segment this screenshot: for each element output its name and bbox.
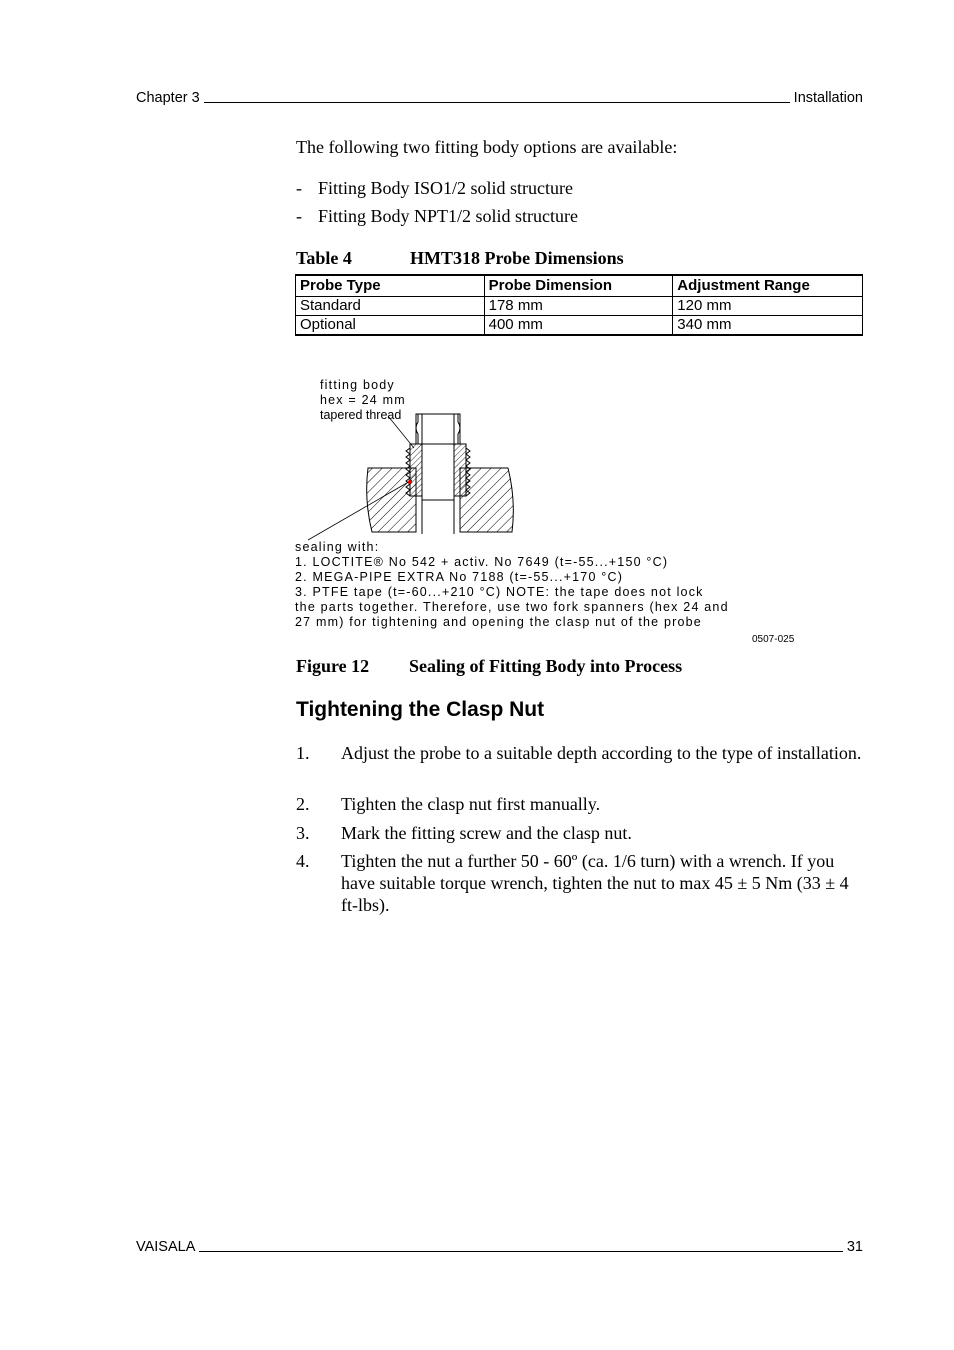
- step-text: Mark the fitting screw and the clasp nut.: [341, 823, 632, 843]
- table-caption-title: HMT318 Probe Dimensions: [410, 248, 624, 268]
- label-sealing-1: 1. LOCTITE® No 542 + activ. No 7649 (t=-55...+150 °C): [295, 555, 669, 569]
- table-row: [296, 297, 863, 316]
- table-row: [296, 316, 863, 336]
- table-caption-number: Table 4: [296, 248, 352, 268]
- label-sealing-3: 3. PTFE tape (t=-60...+210 °C) NOTE: the tape does not lock: [295, 585, 704, 599]
- step-number: 4.: [296, 851, 310, 871]
- fitting-body-figure: [290, 372, 810, 652]
- figure-caption-number: Figure 12: [296, 656, 370, 676]
- option-item: - Fitting Body ISO1/2 solid structure: [296, 178, 574, 198]
- option-text: Fitting Body ISO1/2 solid structure: [318, 178, 574, 198]
- label-sealing-2: 2. MEGA-PIPE EXTRA No 7188 (t=-55...+170 °C): [295, 570, 624, 584]
- table-cell: 120 mm: [673, 297, 863, 316]
- step-text: Adjust the probe to a suitable depth according to the type of installation.: [341, 743, 862, 763]
- page-footer: [136, 1239, 863, 1255]
- header-rule: [204, 102, 790, 103]
- page-header: [136, 90, 863, 106]
- step-text: Tighten the clasp nut first manually.: [341, 794, 601, 814]
- table-cell: 340 mm: [673, 316, 863, 336]
- footer-rule: [199, 1251, 842, 1252]
- probe-dimensions-table: [295, 274, 863, 336]
- label-fitting-body: fitting body: [320, 378, 395, 392]
- table-cell: Standard: [296, 297, 485, 316]
- column-header: Probe Type: [296, 275, 485, 297]
- footer-brand: VAISALA: [136, 1239, 196, 1255]
- option-item: - Fitting Body NPT1/2 solid structure: [296, 206, 579, 226]
- step-number: 1.: [296, 743, 310, 763]
- step-text: Tighten the nut a further 50 - 60º (ca. 1/6 turn) with a wrench. If you have suitable torque wrench, tighten the nut to max 45 ± 5 Nm (33 ± 4 ft-lbs).: [341, 851, 849, 915]
- step-item: [296, 822, 866, 844]
- table-cell: 400 mm: [484, 316, 673, 336]
- table-cell: 178 mm: [484, 297, 673, 316]
- column-header: Probe Dimension: [484, 275, 673, 297]
- label-tapered-thread: tapered thread: [320, 408, 402, 422]
- step-number: 2.: [296, 794, 310, 814]
- header-section: Installation: [793, 90, 863, 106]
- table-cell: Optional: [296, 316, 485, 336]
- intro-paragraph: The following two fitting body options are available:: [296, 137, 678, 157]
- figure-caption-title: Sealing of Fitting Body into Process: [409, 656, 683, 676]
- page-number: 31: [846, 1239, 863, 1255]
- step-item: [296, 742, 866, 764]
- option-text: Fitting Body NPT1/2 solid structure: [318, 206, 579, 226]
- sealing-point: [408, 480, 412, 484]
- table-caption: [296, 248, 624, 269]
- figure-caption: [296, 656, 682, 677]
- figure-id: 0507-025: [752, 634, 795, 645]
- label-sealing-with: sealing with:: [295, 540, 380, 554]
- column-header: Adjustment Range: [673, 275, 863, 297]
- label-sealing-5: 27 mm) for tightening and opening the clasp nut of the probe: [295, 615, 702, 629]
- section-title: Tightening the Clasp Nut: [296, 698, 545, 721]
- step-item: [296, 850, 866, 916]
- label-hex: hex = 24 mm: [320, 393, 406, 407]
- table-header-row: [296, 275, 863, 297]
- step-number: 3.: [296, 823, 310, 843]
- label-sealing-4: the parts together. Therefore, use two fork spanners (hex 24 and: [295, 600, 729, 614]
- header-chapter: Chapter 3: [136, 90, 200, 106]
- step-item: [296, 793, 866, 815]
